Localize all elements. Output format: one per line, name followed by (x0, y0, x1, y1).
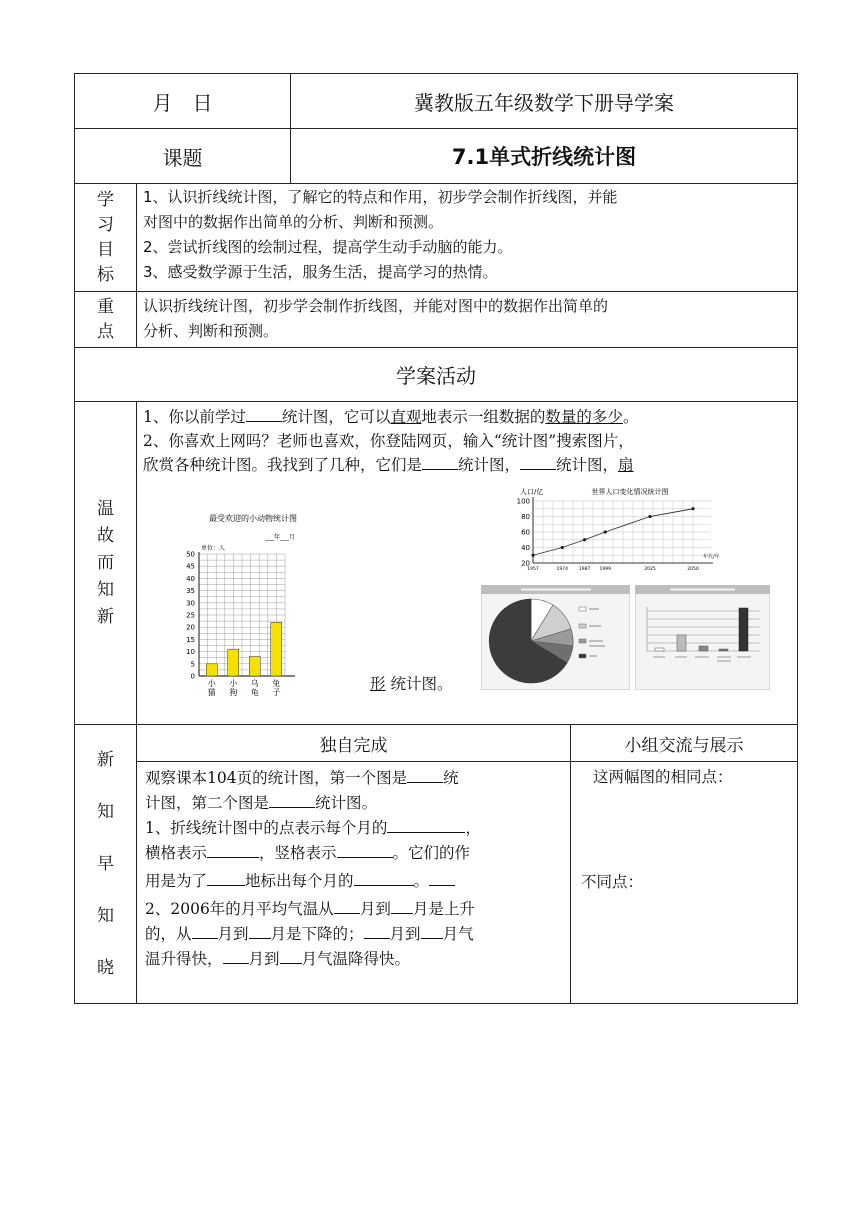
line-x-tick: 1999 (599, 567, 611, 572)
bar-y-tick: 10 (186, 648, 195, 657)
line-point (691, 507, 694, 510)
review-label: 温 故 而 知 新 (75, 402, 137, 725)
topic-label: 课题 (162, 145, 203, 170)
bar-chart-unit: 单位：人 (201, 545, 226, 552)
bar-category-label: 狗 (229, 688, 238, 697)
bar-category-label: 兔 (272, 679, 281, 688)
review-q2-line1: 2、你喜欢上网吗？老师也喜欢，你登陆网页，输入“统计图”搜索图片， (143, 432, 634, 450)
bar-category-label: 小 (229, 679, 238, 688)
line-x-tick: 2050 (687, 567, 699, 572)
line-chart (513, 483, 745, 575)
bar-y-tick: 30 (186, 599, 195, 608)
line-point (531, 554, 534, 557)
bar-y-tick: 0 (190, 672, 195, 681)
bar-category-label: 龟 (250, 688, 259, 697)
line-point (561, 546, 564, 549)
col-header-group: 小组交流与展示 (571, 725, 798, 762)
bar-y-tick: 20 (186, 623, 195, 632)
review-q2-tail: 形 统计图。 (370, 675, 453, 693)
date-label: 月 日 (152, 90, 213, 115)
topic-value-cell (291, 129, 798, 184)
line-y-tick: 40 (521, 544, 530, 552)
bar-category-label: 子 (272, 688, 281, 697)
date-cell (75, 74, 291, 129)
review-q1: 1、你以前学过 统计图，它可以直观地表示一组数据的数量的多少。 (143, 408, 639, 426)
key-points-content: 认识折线统计图，初步学会制作折线图，并能对图中的数据作出简单的 分析、判断和预测。 (137, 292, 798, 348)
key-points-label: 重 点 (75, 292, 137, 348)
line-chart-xlabel: 年代/年 (703, 554, 720, 560)
bar-chart-title: 最受欢迎的小动物统计图 (209, 514, 297, 523)
col-header-solo: 独自完成 (137, 725, 571, 762)
bar-category-label: 乌 (250, 679, 259, 688)
review-q2-line2: 欣赏各种统计图。我找到了几种，它们是 统计图， 统计图，扇 (143, 456, 634, 474)
bar (271, 622, 282, 676)
topic-label-cell (75, 129, 291, 184)
bar-y-tick: 25 (186, 611, 195, 620)
same-label: 这两幅图的相同点： (593, 768, 733, 786)
line-y-tick: 60 (521, 528, 530, 537)
bar-y-tick: 15 (186, 635, 195, 644)
line-point (583, 538, 586, 541)
bar-y-tick: 40 (186, 574, 195, 583)
activities-title: 学案活动 (396, 364, 476, 388)
topic-value: 7.1单式折线统计图 (451, 145, 637, 169)
bar-category-label: 小 (207, 679, 216, 688)
bar-chart-thumbnail (635, 585, 770, 690)
bar (249, 656, 260, 676)
bar-y-tick: 5 (190, 660, 195, 669)
diff-label: 不同点： (581, 873, 644, 891)
line-y-tick: 20 (521, 559, 530, 568)
line-x-tick: 2025 (644, 567, 656, 572)
bar-chart-date: ___年___月 (264, 534, 296, 541)
line-x-tick: 1957 (527, 567, 539, 572)
line-x-tick: 1974 (556, 567, 568, 572)
goals-content: 1、认识折线统计图，了解它的特点和作用，初步学会制作折线图，并能 对图中的数据作出简单的分析、判断和预测。 2、尝试折线图的绘制过程，提高学生动手动脑的能力。 3、感受数学源于生活，服务生活，提高学习的热情。 (137, 184, 798, 292)
line-point (648, 515, 651, 518)
line-y-tick: 80 (521, 513, 530, 521)
doc-title: 冀教版五年级数学下册导学案 (414, 90, 674, 115)
goals-label: 学 习 目 标 (75, 184, 137, 292)
new-knowledge-label: 新 知 早 知 晓 (75, 725, 137, 1004)
bar (228, 649, 239, 676)
bar-category-label: 猫 (207, 688, 216, 697)
group-content (571, 762, 798, 1004)
bar-y-tick: 50 (186, 550, 195, 559)
bar-chart (175, 508, 345, 698)
line-chart-title: 世界人口变化情况统计图 (591, 488, 669, 496)
bar (206, 664, 217, 676)
activities-title-cell (75, 348, 798, 402)
line-chart-ylabel: 人口/亿 (520, 488, 544, 496)
bar-y-tick: 45 (186, 562, 195, 571)
pie-chart-thumbnail (481, 585, 630, 690)
line-point (604, 530, 607, 533)
bar-y-tick: 35 (186, 587, 195, 596)
line-y-tick: 100 (516, 497, 530, 506)
solo-content: 观察课本104页的统计图，第一个图是 统 计图，第二个图是 统计图。 1、折线统计图中的点表示每个月的 ， 横格表示 ，竖格表示 。它们的作 用是为了 地标出每个月的 。 2、2006年的月平均气温从 月到 月是上升 的，从 月到 月是下降的； 月到 月气 温升得快， 月到 月气温降得快。 (137, 762, 571, 1004)
line-x-tick: 1987 (578, 567, 591, 572)
doc-title-cell (291, 74, 798, 129)
